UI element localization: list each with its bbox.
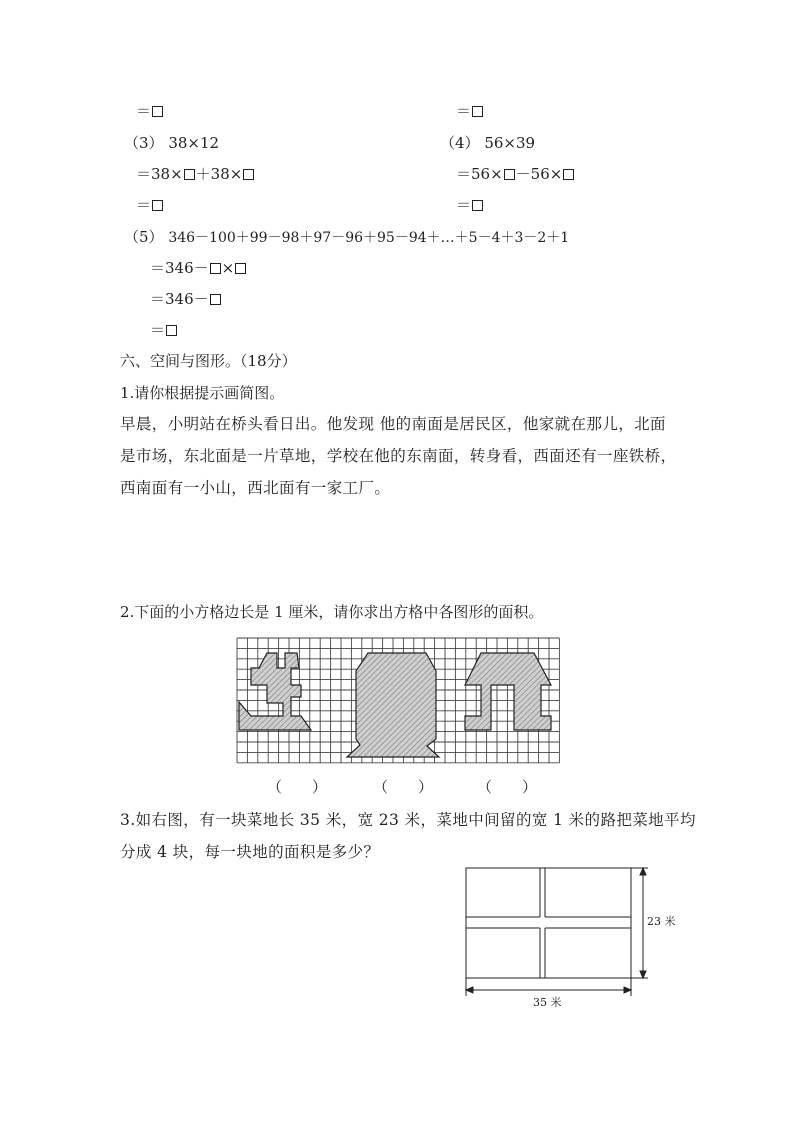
q2-title: 2.下面的小方格边长是 1 厘米，请你求出方格中各图形的面积。 (120, 603, 544, 621)
step-line-1-left: ＝ (136, 102, 164, 120)
problem-5-expression: （5） 346－100＋99－98＋97－96＋95－94＋…＋5－4＋3－2＋1 (124, 228, 570, 246)
q2-answer-2[interactable]: （ ） (373, 778, 434, 796)
step-line-1-right: ＝ (456, 102, 484, 120)
field-height-label: 23 米 (646, 913, 677, 931)
problem-4-step-2: ＝ (456, 196, 484, 214)
section-6-title: 六、空间与图形。（18分） (120, 352, 297, 370)
problem-4-expression: （4） 56×39 (440, 134, 536, 152)
q3-text-line-1: 3.如右图，有一块菜地长 35 米，宽 23 米，菜地中间留的宽 1 米的路把菜地平均 (120, 811, 696, 829)
problem-3-step-1: ＝38× ＋38× (136, 165, 255, 183)
q2-answer-3[interactable]: （ ） (477, 778, 538, 796)
problem-3-step-2: ＝ (136, 196, 164, 214)
q1-text-line-1: 早晨，小明站在桥头看日出。他发现 他的南面是居民区，他家就在那儿，北面 (120, 415, 666, 433)
field-width-label: 35 米 (533, 996, 562, 1009)
problem-5-step-1: ＝346－ × (150, 259, 247, 277)
q1-title: 1.请你根据提示画简图。 (120, 384, 285, 402)
q3-text-line-2: 分成 4 块，每一块地的面积是多少？ (120, 843, 380, 861)
q1-text-line-3: 西南面有一小山，西北面有一家工厂。 (120, 479, 391, 497)
problem-5-step-2: ＝346－ (150, 290, 222, 308)
field-outline (466, 868, 631, 978)
problem-4-step-1: ＝56× －56× (456, 165, 575, 183)
problem-5-step-3: ＝ (150, 321, 178, 339)
problem-3-expression: （3） 38×12 (124, 134, 220, 152)
q2-answer-1[interactable]: （ ） (267, 778, 328, 796)
q1-text-line-2: 是市场，东北面是一片草地，学校在他的东南面，转身看，西面还有一座铁桥， (120, 447, 677, 465)
